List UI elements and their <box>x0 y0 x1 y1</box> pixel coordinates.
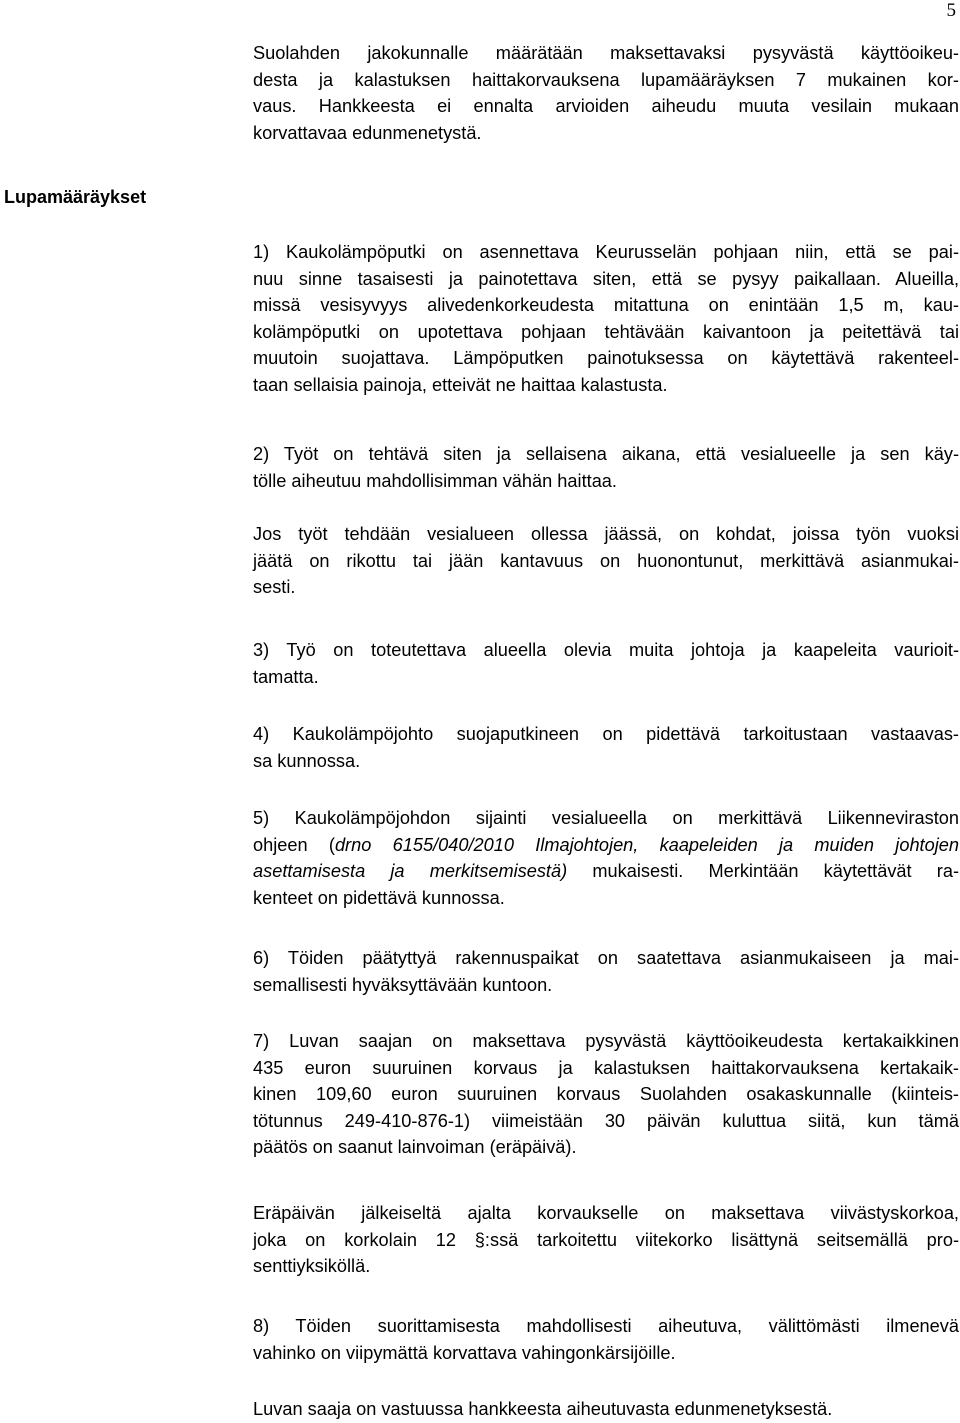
text-line: sesti. <box>253 577 296 597</box>
liability-paragraph <box>253 1396 959 1423</box>
text-line: kolämpöputki on upotettava pohjaan tehtävään kaivantoon ja peitettävä tai <box>253 321 959 342</box>
text-line: 1) Kaukolämpöputki on asennettava Keurusselän pohjaan niin, että se pai- <box>253 242 959 262</box>
text-line: vaus. Hankkeesta ei ennalta arvioiden aiheudu muuta vesilain mukaan <box>253 96 959 116</box>
text-line: kenteet on pidettävä kunnossa. <box>253 887 505 908</box>
text-line: semallisesti hyväksyttävään kuntoon. <box>253 974 553 995</box>
condition-5-paragraph <box>253 805 959 911</box>
text-line: 7) Luvan saajan on maksettava pysyvästä käyttöoikeudesta kertakaikkinen <box>253 1031 959 1051</box>
text-line: nuu sinne tasaisesti ja painotettava siten, että se pysyy paikallaan. Alueilla, <box>253 268 959 289</box>
text-line: 435 euron suuruinen korvaus ja kalastuksen haittakorvauksena kertakaik- <box>253 1057 959 1078</box>
condition-3-paragraph <box>253 637 959 690</box>
intro-paragraph <box>253 40 959 146</box>
text-line: päätös on saanut lainvoiman (eräpäivä). <box>253 1137 577 1157</box>
condition-8-paragraph <box>253 1313 959 1366</box>
text-line: taan sellaisia painoja, etteivät ne haittaa kalastusta. <box>253 374 668 395</box>
text-line: missä vesisyvyys alivedenkorkeudesta mitattuna on enintään 1,5 m, kau- <box>253 295 959 315</box>
text-line: Suolahden jakokunnalle määrätään maksettavaksi pysyvästä käyttöoikeu- <box>253 43 959 63</box>
text-line: joka on korkolain 12 §:ssä tarkoitettu viitekorko lisättynä seitsemällä pro- <box>253 1229 959 1250</box>
text-line: Eräpäivän jälkeiseltä ajalta korvaukselle on maksettava viivästyskorkoa, <box>253 1203 959 1223</box>
text-line: sa kunnossa. <box>253 750 361 771</box>
text-line: 5) Kaukolämpöjohdon sijainti vesialueella on merkittävä Liikenneviraston <box>253 808 959 828</box>
condition-2-paragraph <box>253 441 959 494</box>
text-line: muutoin suojattava. Lämpöputken painotuksessa on käytettävä rakenteel- <box>253 348 959 368</box>
text-line: 8) Töiden suorittamisesta mahdollisesti aiheutuva, välittömästi ilmenevä <box>253 1316 959 1336</box>
text-plain: ohjeen ( <box>253 834 335 855</box>
text-line: desta ja kalastuksen haittakorvauksena lupamääräyksen 7 mukainen kor- <box>253 69 959 90</box>
text-plain: mukaisesti. Merkintään käytettävät ra- <box>567 861 960 881</box>
condition-7-paragraph <box>253 1028 959 1161</box>
text-line <box>253 832 959 859</box>
text-line: vahinko on viipymättä korvattava vahingonkärsijöille. <box>253 1342 676 1363</box>
condition-6-paragraph <box>253 945 959 998</box>
text-line: tötunnus 249-410-876-1) viimeistään 30 päivän kuluttua siitä, kun tämä <box>253 1110 959 1131</box>
text-line: jäätä on rikottu tai jään kantavuus on huonontunut, merkittävä asianmukai- <box>253 550 959 571</box>
text-line: 3) Työ on toteutettava alueella olevia muita johtoja ja kaapeleita vaurioit- <box>253 640 959 660</box>
condition-2-ice-paragraph <box>253 521 959 601</box>
text-line: tölle aiheutuu mahdollisimman vähän haittaa. <box>253 470 617 491</box>
condition-1-paragraph <box>253 239 959 398</box>
text-line: tamatta. <box>253 666 319 687</box>
text-line <box>253 858 959 885</box>
text-line: 6) Töiden päätyttyä rakennuspaikat on saatettava asianmukaiseen ja mai- <box>253 948 959 968</box>
text-line: 2) Työt on tehtävä siten ja sellaisena aikana, että vesialueelle ja sen käy- <box>253 444 959 464</box>
text-line: senttiyksiköllä. <box>253 1256 371 1276</box>
text-line: Jos työt tehdään vesialueen ollessa jäässä, on kohdat, joissa työn vuoksi <box>253 524 959 544</box>
text-line: kinen 109,60 euron suuruinen korvaus Suolahden osakaskunnalle (kiinteis- <box>253 1084 959 1104</box>
text-line: 4) Kaukolämpöjohto suojaputkineen on pidettävä tarkoitustaan vastaavas- <box>253 724 959 744</box>
text-italic-reference: drno 6155/040/2010 Ilmajohtojen, kaapeleiden ja muiden johtojen <box>334 834 959 855</box>
text-line: Luvan saaja on vastuussa hankkeesta aiheutuvasta edunmenetyksestä. <box>253 1399 833 1419</box>
text-line: korvattavaa edunmenetystä. <box>253 122 482 143</box>
section-heading-lupamaaraykset: Lupamääräykset <box>4 187 147 207</box>
page-number: 5 <box>946 0 956 21</box>
condition-7-interest-paragraph <box>253 1200 959 1280</box>
condition-4-paragraph <box>253 721 959 774</box>
text-italic-reference: asettamisesta ja merkitsemisestä) <box>253 861 568 881</box>
